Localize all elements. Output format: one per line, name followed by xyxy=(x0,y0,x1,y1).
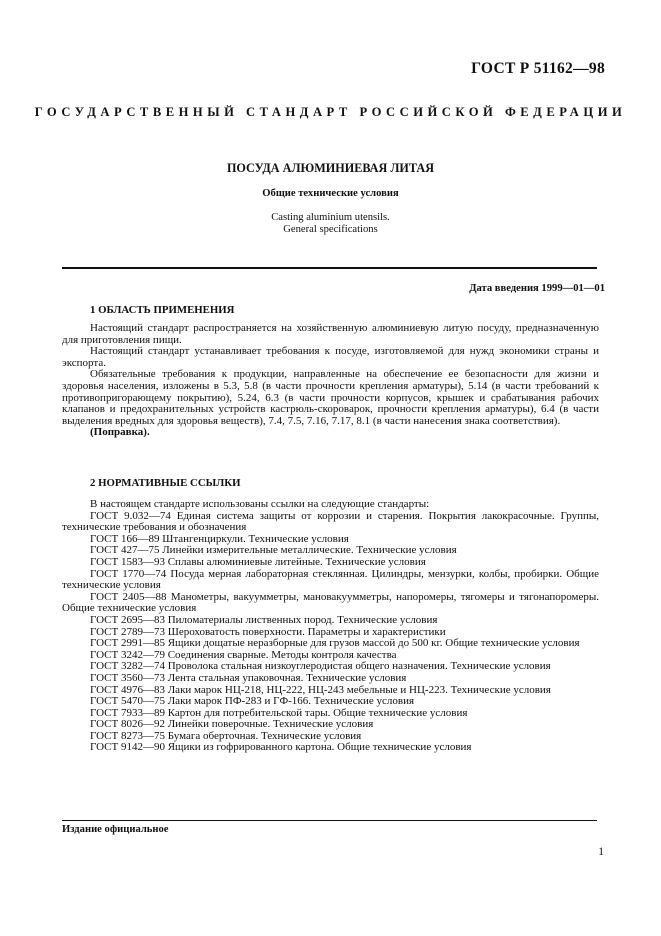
reference-item: ГОСТ 7933—89 Картон для потребительской тары. Общие технические условия xyxy=(90,706,468,719)
section-1-paragraph: Обязательные требования к продукции, направленные на обеспечение ее безопасности для жизни и здоровья населения, изложены в 5.3, 5.8 (в части прочности крепления арматуры), 5.14 (в части требований к противопригорающему покрытию), 5.24, 6.3 (в части прочности корпусов, крышек и срабатывания рабочих клапанов и предохранительных устройств кастрюль-скороварок, прочности крепления арматуры), 6.4 (в части выделения вредных для здоровья веществ), 7.4, 7.5, 7.16, 7.17, 8.1 (в части нанесения знака соответствия). xyxy=(62,368,599,427)
state-standard-heading: ГОСУДАРСТВЕННЫЙ СТАНДАРТ РОССИЙСКОЙ ФЕДЕРАЦИИ xyxy=(34,105,627,119)
reference-item: ГОСТ 166—89 Штангенциркули. Технические условия xyxy=(90,532,349,545)
english-title xyxy=(0,212,661,236)
page-number: 1 xyxy=(598,846,604,858)
reference-item: ГОСТ 2695—83 Пиломатериалы лиственных пород. Технические условия xyxy=(90,613,438,626)
section-1-heading: 1 ОБЛАСТЬ ПРИМЕНЕНИЯ xyxy=(90,304,235,316)
reference-item: ГОСТ 9142—90 Ящики из гофрированного картона. Общие технические условия xyxy=(90,741,472,754)
reference-item: ГОСТ 3282—74 Проволока стальная низкоуглеродистая общего назначения. Технические условия xyxy=(90,660,551,673)
reference-item: ГОСТ 427—75 Линейки измерительные металлические. Технические условия xyxy=(90,544,457,557)
reference-item: ГОСТ 2991—85 Ящики дощатые неразборные для грузов массой до 500 кг. Общие технические условия xyxy=(90,637,580,650)
references-intro: В настоящем стандарте использованы ссылки на следующие стандарты: xyxy=(90,498,430,510)
section-1-paragraph: Настоящий стандарт устанавливает требования к посуде, изготовляемой для нужд экономики страны и экспорта. xyxy=(62,345,599,369)
document-title: ПОСУДА АЛЮМИНИЕВАЯ ЛИТАЯ xyxy=(226,161,435,175)
reference-item: ГОСТ 1583—93 Сплавы алюминиевые литейные. Технические условия xyxy=(90,555,426,568)
document-subtitle: Общие технические условия xyxy=(262,188,399,199)
reference-item: ГОСТ 2789—73 Шероховатость поверхности. Параметры и характеристики xyxy=(90,625,446,638)
reference-item: ГОСТ 5470—75 Лаки марок ПФ-283 и ГФ-166. Технические условия xyxy=(90,695,415,708)
reference-item: ГОСТ 2405—88 Манометры, вакуумметры, мановакуумметры, напоромеры, тягомеры и тягонапоромеры. Общие технические условия xyxy=(62,590,599,615)
reference-item: ГОСТ 8026—92 Линейки поверочные. Технические условия xyxy=(90,718,374,731)
reference-item: ГОСТ 3242—79 Соединения сварные. Методы контроля качества xyxy=(90,648,397,661)
introduction-date: Дата введения 1999—01—01 xyxy=(469,283,605,294)
amendment-note: (Поправка). xyxy=(90,426,150,439)
title-divider xyxy=(62,267,597,269)
edition-label: Издание официальное xyxy=(62,824,169,835)
section-1-paragraph: Настоящий стандарт распространяется на хозяйственную алюминиевую литую посуду, предназначенную для приготовления пищи. xyxy=(62,322,599,346)
english-title-line-1: Casting aluminium utensils. xyxy=(271,212,390,223)
reference-item: ГОСТ 1770—74 Посуда мерная лабораторная стеклянная. Цилиндры, мензурки, колбы, пробирки. Общие технические условия xyxy=(62,567,599,592)
reference-item: ГОСТ 8273—75 Бумага оберточная. Технические условия xyxy=(90,729,362,742)
reference-item: ГОСТ 9.032—74 Единая система защиты от коррозии и старения. Покрытия лакокрасочные. Группы, технические требования и обозначения xyxy=(62,509,599,534)
document-number: ГОСТ Р 51162—98 xyxy=(471,60,605,77)
section-2-heading: 2 НОРМАТИВНЫЕ ССЫЛКИ xyxy=(90,477,241,489)
reference-item: ГОСТ 4976—83 Лаки марок НЦ-218, НЦ-222, НЦ-243 мебельные и НЦ-223. Технические условия xyxy=(90,683,551,696)
section-1-body xyxy=(62,323,599,439)
footer-divider xyxy=(62,820,597,821)
reference-item: ГОСТ 3560—73 Лента стальная упаковочная. Технические условия xyxy=(90,671,407,684)
english-title-line-2: General specifications xyxy=(283,224,378,235)
normative-references-list xyxy=(62,499,599,754)
